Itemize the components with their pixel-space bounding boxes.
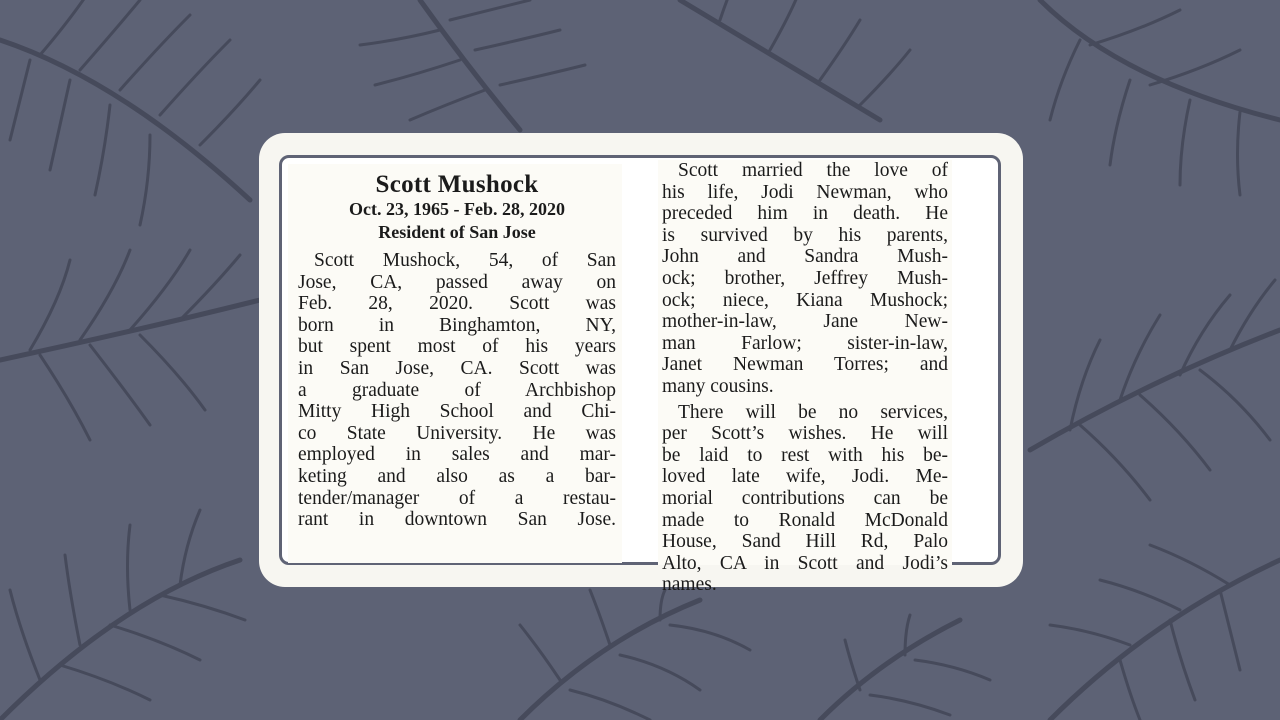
- text-line: keting and also as a bar-: [298, 465, 616, 487]
- text-line: Jose, CA, passed away on: [298, 271, 616, 293]
- text-line: ock; brother, Jeffrey Mush-: [662, 267, 948, 289]
- text-line: mother-in-law, Jane New-: [662, 311, 948, 333]
- text-line: House, Sand Hill Rd, Palo: [662, 531, 948, 553]
- text-line: employed in sales and mar-: [298, 444, 616, 466]
- text-line: rant in downtown San Jose.: [298, 509, 616, 531]
- text-line: made to Ronald McDonald: [662, 509, 948, 531]
- text-line: loved late wife, Jodi. Me-: [662, 466, 948, 488]
- obituary-dates: Oct. 23, 1965 - Feb. 28, 2020: [349, 199, 565, 219]
- text-line: born in Binghamton, NY,: [298, 314, 616, 336]
- text-line: names.: [662, 574, 717, 596]
- obituary-paragraph-1: [298, 250, 616, 531]
- obituary-column-left: [288, 164, 622, 563]
- text-line: a graduate of Archbishop: [298, 379, 616, 401]
- text-line: is survived by his parents,: [662, 224, 948, 246]
- text-line: co State University. He was: [298, 422, 616, 444]
- text-line: Scott Mushock, 54, of San: [314, 250, 616, 271]
- text-line: but spent most of his years: [298, 336, 616, 358]
- text-line: morial contributions can be: [662, 487, 948, 509]
- text-line: many cousins.: [662, 375, 774, 397]
- text-line: Feb. 28, 2020. Scott was: [298, 293, 616, 315]
- text-line: man Farlow; sister-in-law,: [662, 332, 948, 354]
- text-line: tender/manager of a restau-: [298, 487, 616, 509]
- text-line: preceded him in death. He: [662, 203, 948, 225]
- text-line: Alto, CA in Scott and Jodi’s: [662, 552, 948, 574]
- obituary-paragraph-2: [662, 160, 948, 398]
- text-line: There will be no services,: [678, 401, 948, 423]
- obituary-frame: [279, 155, 1001, 596]
- text-line: in San Jose, CA. Scott was: [298, 357, 616, 379]
- obituary-residence: Resident of San Jose: [378, 222, 536, 242]
- obituary-paragraph-3: [662, 402, 948, 596]
- obituary-column-right: [658, 160, 952, 596]
- text-line: ock; niece, Kiana Mushock;: [662, 289, 948, 311]
- text-line: his life, Jodi Newman, who: [662, 181, 948, 203]
- obituary-name: Scott Mushock: [375, 171, 539, 198]
- text-line: Mitty High School and Chi-: [298, 401, 616, 423]
- text-line: Scott married the love of: [678, 160, 948, 181]
- text-line: per Scott’s wishes. He will: [662, 423, 948, 445]
- text-line: Janet Newman Torres; and: [662, 354, 948, 376]
- text-line: John and Sandra Mush-: [662, 246, 948, 268]
- text-line: be laid to rest with his be-: [662, 444, 948, 466]
- obituary-card: [259, 133, 1023, 596]
